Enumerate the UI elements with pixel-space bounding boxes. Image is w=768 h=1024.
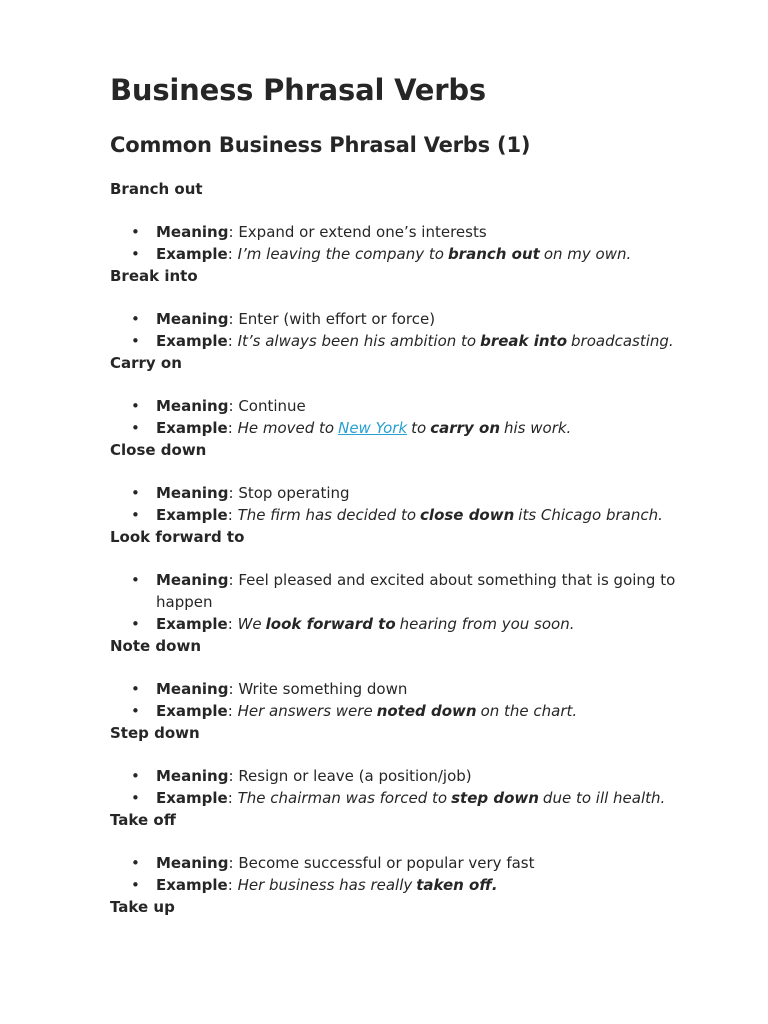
meaning-text: Enter (with effort or force) bbox=[238, 310, 436, 328]
meaning-label: Meaning bbox=[156, 767, 229, 785]
example-label: Example bbox=[156, 332, 228, 350]
example-phrase: noted down bbox=[376, 702, 477, 720]
example-text-before: The firm has decided to bbox=[237, 506, 417, 524]
label-separator: : bbox=[227, 245, 233, 263]
phrasal-verb-entry bbox=[110, 178, 710, 265]
phrasal-verb-heading: Close down bbox=[110, 441, 207, 459]
example-text-before: We bbox=[237, 615, 262, 633]
meaning-item bbox=[110, 221, 696, 243]
definition-list bbox=[110, 395, 710, 439]
phrasal-verb-heading: Take up bbox=[110, 898, 175, 916]
label-separator: : bbox=[228, 484, 234, 502]
label-separator: : bbox=[228, 223, 234, 241]
example-phrase: close down bbox=[420, 506, 515, 524]
bullet-icon: • bbox=[131, 767, 140, 785]
section-heading: Common Business Phrasal Verbs (1) bbox=[110, 133, 531, 157]
meaning-label: Meaning bbox=[156, 397, 229, 415]
example-item bbox=[110, 504, 696, 526]
example-text-before: Her answers were bbox=[237, 702, 373, 720]
example-phrase: taken off. bbox=[416, 876, 498, 894]
meaning-text: Write something down bbox=[238, 680, 408, 698]
definition-list bbox=[110, 852, 710, 896]
example-item bbox=[110, 330, 696, 352]
example-text-after: hearing from you soon. bbox=[399, 615, 575, 633]
phrasal-verb-heading: Break into bbox=[110, 267, 198, 285]
example-label: Example bbox=[156, 702, 228, 720]
definition-list bbox=[110, 569, 710, 635]
meaning-item bbox=[110, 569, 696, 613]
example-text-middle: to bbox=[411, 419, 427, 437]
bullet-icon: • bbox=[131, 332, 140, 350]
bullet-icon: • bbox=[131, 484, 140, 502]
bullet-icon: • bbox=[131, 506, 140, 524]
example-phrase: step down bbox=[451, 789, 539, 807]
label-separator: : bbox=[228, 854, 234, 872]
meaning-text: Expand or extend one’s interests bbox=[238, 223, 487, 241]
bullet-icon: • bbox=[131, 876, 140, 894]
phrasal-verb-heading: Note down bbox=[110, 637, 202, 655]
example-text-after: due to ill health. bbox=[542, 789, 666, 807]
example-item bbox=[110, 787, 696, 809]
example-label: Example bbox=[156, 506, 228, 524]
phrasal-verb-heading: Step down bbox=[110, 724, 200, 742]
bullet-icon: • bbox=[131, 615, 140, 633]
phrasal-verb-entry bbox=[110, 635, 710, 722]
example-text-before: The chairman was forced to bbox=[237, 789, 448, 807]
definition-list bbox=[110, 482, 710, 526]
meaning-label: Meaning bbox=[156, 680, 229, 698]
label-separator: : bbox=[228, 397, 234, 415]
example-item bbox=[110, 243, 696, 265]
bullet-icon: • bbox=[131, 571, 140, 589]
bullet-icon: • bbox=[131, 702, 140, 720]
example-text-after: broadcasting. bbox=[571, 332, 674, 350]
phrasal-verb-entry bbox=[110, 722, 710, 809]
example-text-before: He moved to bbox=[237, 419, 335, 437]
definition-list bbox=[110, 308, 710, 352]
example-item bbox=[110, 613, 696, 635]
phrasal-verb-entry bbox=[110, 265, 710, 352]
phrasal-verb-heading: Carry on bbox=[110, 354, 182, 372]
example-text-before: I’m leaving the company to bbox=[237, 245, 444, 263]
definition-list bbox=[110, 221, 710, 265]
bullet-icon: • bbox=[131, 397, 140, 415]
label-separator: : bbox=[227, 789, 233, 807]
phrasal-verb-entry bbox=[110, 896, 710, 918]
example-label: Example bbox=[156, 245, 228, 263]
example-text-after: on my own. bbox=[543, 245, 632, 263]
meaning-item bbox=[110, 852, 696, 874]
example-text-after: on the chart. bbox=[480, 702, 578, 720]
phrasal-verb-list bbox=[110, 178, 710, 939]
example-item bbox=[110, 700, 696, 722]
example-phrase: branch out bbox=[447, 245, 540, 263]
meaning-label: Meaning bbox=[156, 223, 229, 241]
phrasal-verb-entry bbox=[110, 352, 710, 439]
meaning-item bbox=[110, 308, 696, 330]
label-separator: : bbox=[228, 767, 234, 785]
example-phrase: look forward to bbox=[265, 615, 396, 633]
new-york-link[interactable]: New York bbox=[338, 419, 408, 437]
example-text-before: It’s always been his ambition to bbox=[237, 332, 477, 350]
example-phrase: break into bbox=[480, 332, 568, 350]
meaning-text: Continue bbox=[238, 397, 306, 415]
label-separator: : bbox=[227, 876, 233, 894]
meaning-label: Meaning bbox=[156, 310, 229, 328]
example-label: Example bbox=[156, 789, 228, 807]
label-separator: : bbox=[228, 680, 234, 698]
bullet-icon: • bbox=[131, 789, 140, 807]
meaning-text: Feel pleased and excited about something that is going to happen bbox=[156, 571, 676, 611]
example-label: Example bbox=[156, 419, 228, 437]
label-separator: : bbox=[227, 332, 233, 350]
label-separator: : bbox=[227, 702, 233, 720]
bullet-icon: • bbox=[131, 680, 140, 698]
page-title: Business Phrasal Verbs bbox=[110, 73, 486, 107]
phrasal-verb-entry bbox=[110, 526, 710, 635]
meaning-item bbox=[110, 395, 696, 417]
label-separator: : bbox=[228, 310, 234, 328]
meaning-label: Meaning bbox=[156, 571, 229, 589]
meaning-label: Meaning bbox=[156, 484, 229, 502]
meaning-item bbox=[110, 482, 696, 504]
label-separator: : bbox=[227, 506, 233, 524]
phrasal-verb-heading: Take off bbox=[110, 811, 176, 829]
meaning-text: Stop operating bbox=[238, 484, 350, 502]
phrasal-verb-entry bbox=[110, 439, 710, 526]
meaning-label: Meaning bbox=[156, 854, 229, 872]
bullet-icon: • bbox=[131, 854, 140, 872]
meaning-item bbox=[110, 678, 696, 700]
bullet-icon: • bbox=[131, 310, 140, 328]
definition-list bbox=[110, 765, 710, 809]
example-phrase: carry on bbox=[430, 419, 500, 437]
bullet-icon: • bbox=[131, 223, 140, 241]
phrasal-verb-heading: Branch out bbox=[110, 180, 203, 198]
phrasal-verb-heading: Look forward to bbox=[110, 528, 245, 546]
example-label: Example bbox=[156, 876, 228, 894]
example-label: Example bbox=[156, 615, 228, 633]
example-text-before: Her business has really bbox=[237, 876, 413, 894]
example-text-after: his work. bbox=[504, 419, 572, 437]
phrasal-verb-entry bbox=[110, 809, 710, 896]
bullet-icon: • bbox=[131, 245, 140, 263]
meaning-item bbox=[110, 765, 696, 787]
example-text-after: its Chicago branch. bbox=[518, 506, 663, 524]
definition-list bbox=[110, 678, 710, 722]
label-separator: : bbox=[227, 615, 233, 633]
meaning-text: Resign or leave (a position/job) bbox=[238, 767, 472, 785]
bullet-icon: • bbox=[131, 419, 140, 437]
meaning-text: Become successful or popular very fast bbox=[238, 854, 535, 872]
example-item bbox=[110, 874, 696, 896]
example-item bbox=[110, 417, 696, 439]
label-separator: : bbox=[227, 419, 233, 437]
label-separator: : bbox=[228, 571, 234, 589]
